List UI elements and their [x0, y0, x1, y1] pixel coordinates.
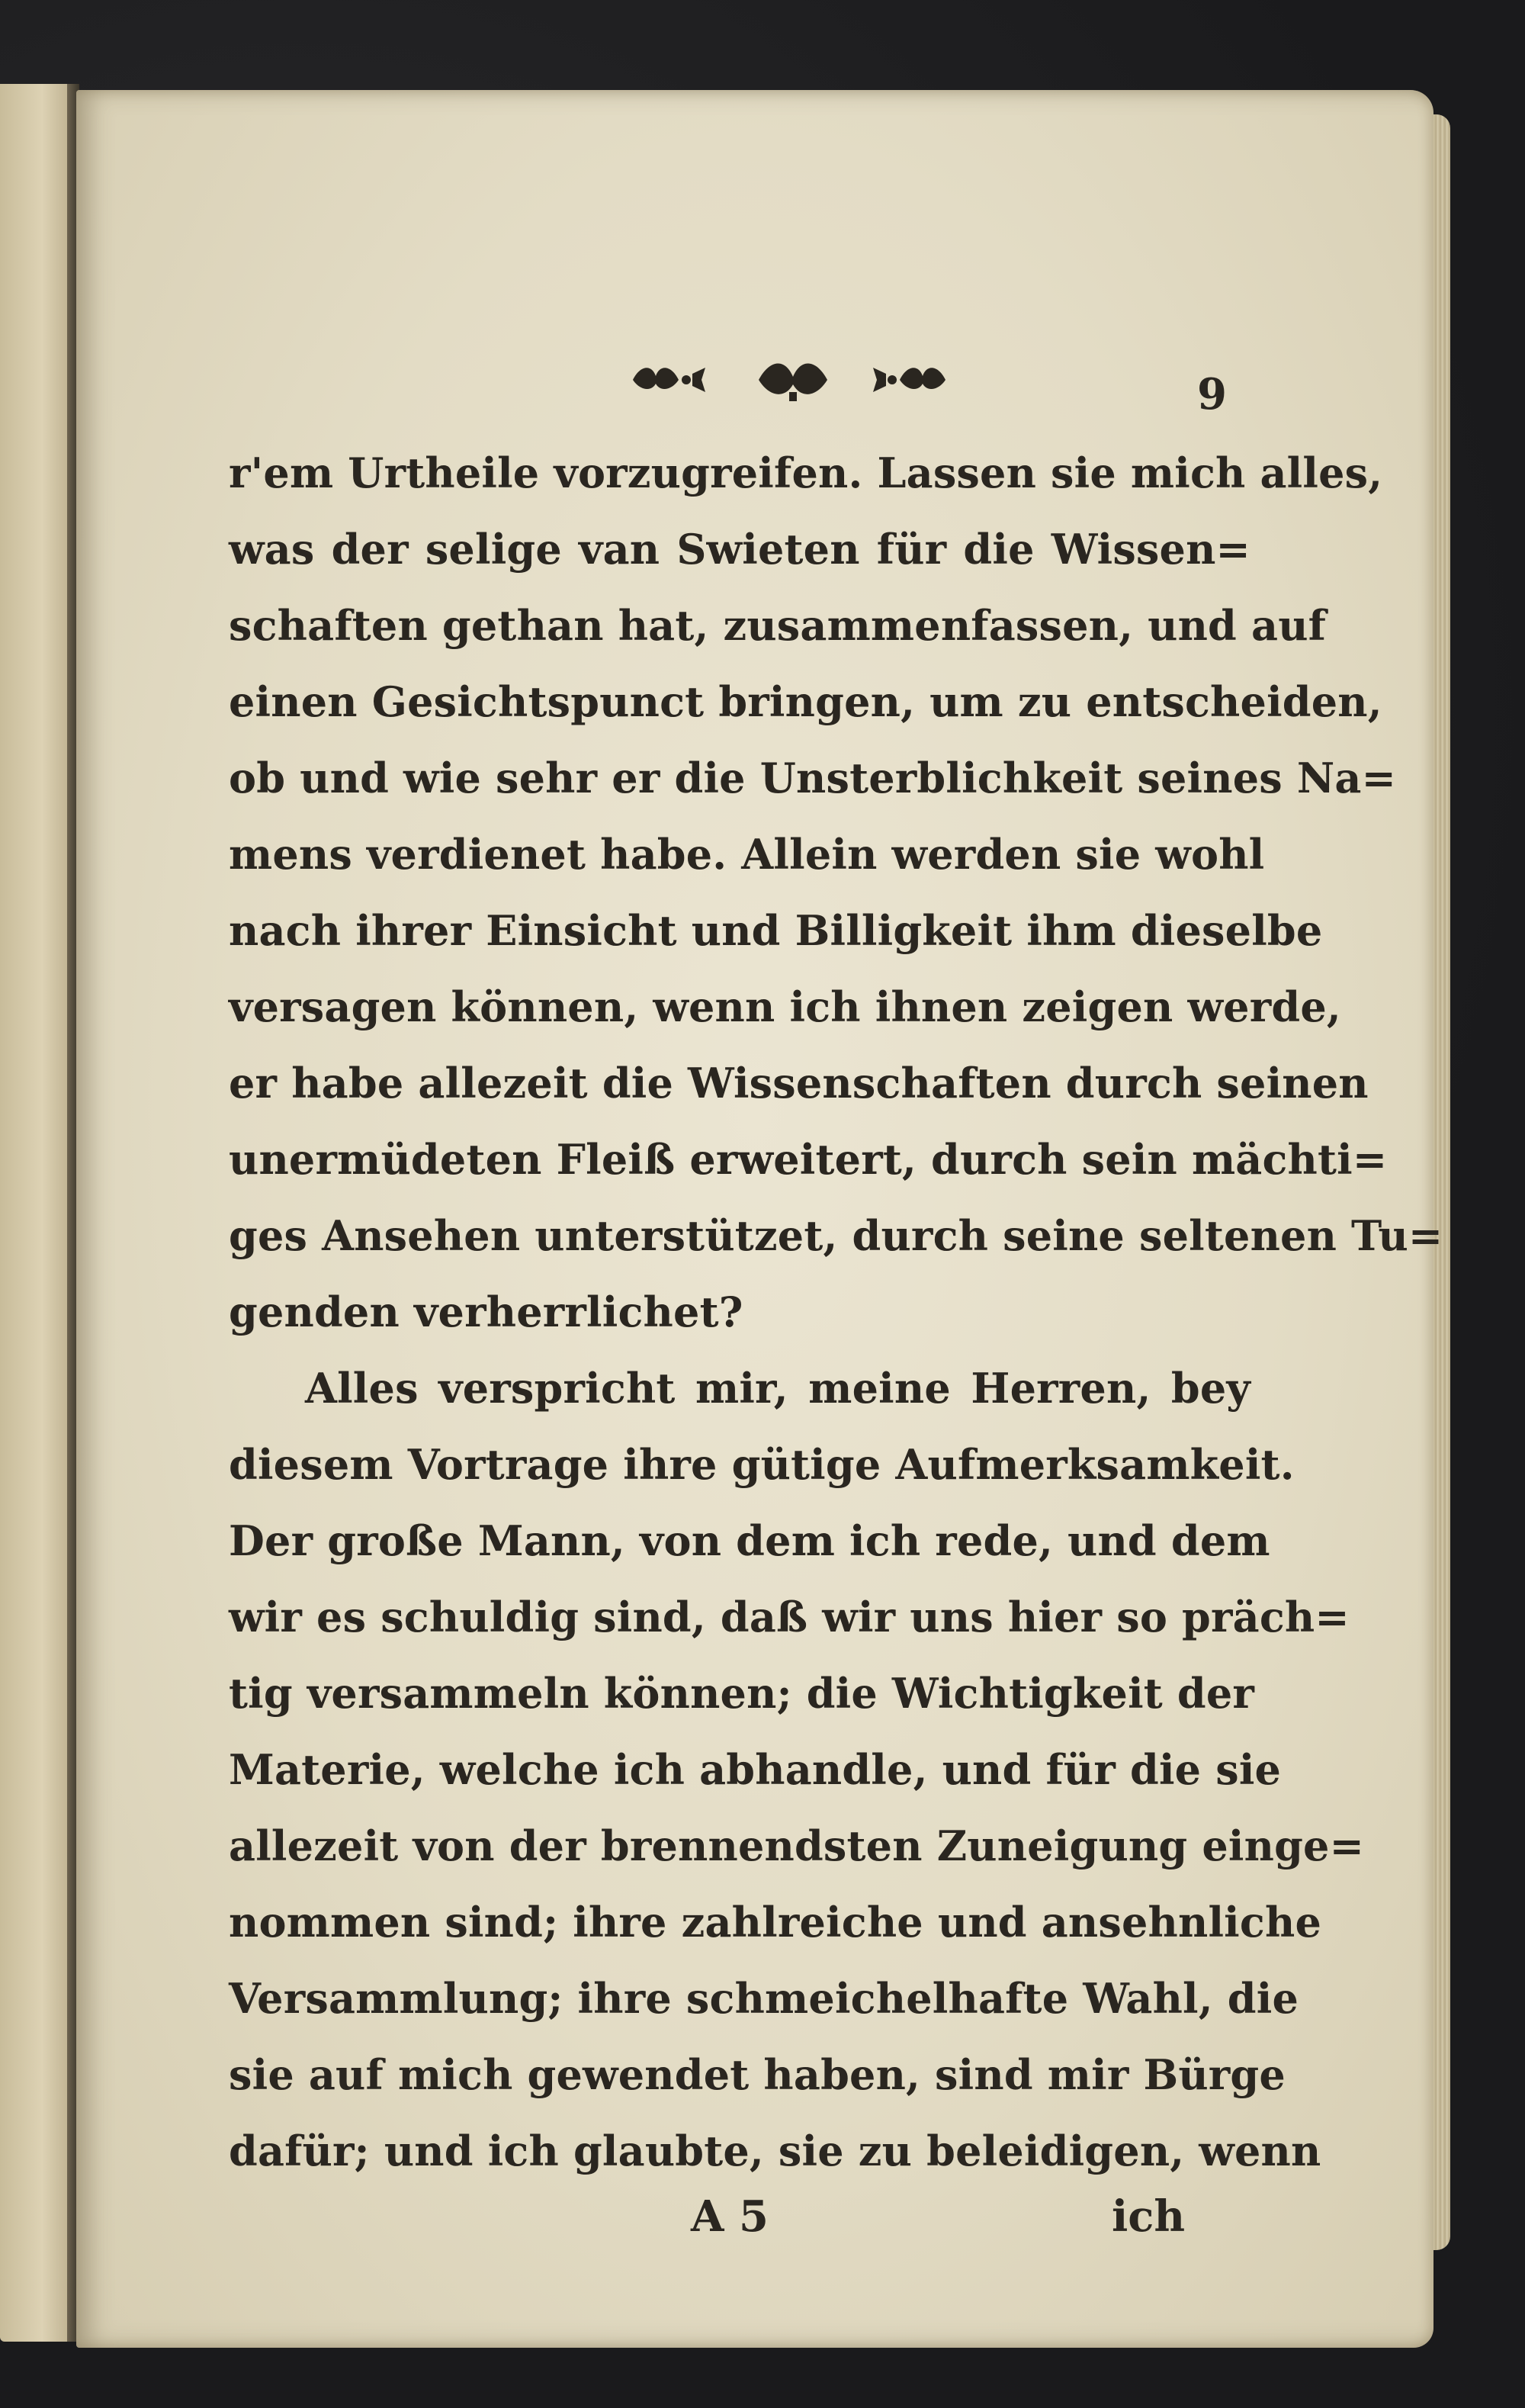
text-line: tig versammeln können; die Wichtigkeit der: [229, 1669, 1255, 1718]
text-line: Versammlung; ihre schmeichelhafte Wahl, die: [229, 1974, 1299, 2023]
text-line: unermüdeten Fleiß erweitert, durch sein mächti=: [229, 1135, 1388, 1184]
text-line: Materie, welche ich abhandle, und für die sie: [229, 1745, 1282, 1794]
text-line: mens verdienet habe. Allein werden sie wohl: [229, 830, 1265, 879]
text-line: dafür; und ich glaubte, sie zu beleidigen, wenn: [229, 2127, 1321, 2175]
page-footer: [76, 2191, 1434, 2252]
text-line: wir es schuldig sind, daß wir uns hier so präch=: [229, 1593, 1350, 1641]
catchword: ich: [1112, 2191, 1186, 2242]
page-number: 9: [1197, 369, 1227, 420]
text-line: nommen sind; ihre zahlreiche und ansehnliche: [229, 1898, 1321, 1947]
fleuron-ornament-icon: [625, 357, 961, 403]
text-line: ob und wie sehr er die Unsterblichkeit seines Na=: [229, 754, 1397, 802]
paragraph-first-line: Alles verspricht mir, meine Herren, bey: [305, 1364, 1250, 1413]
facing-page-edge: [0, 84, 70, 2342]
text-line: nach ihrer Einsicht und Billigkeit ihm dieselbe: [229, 906, 1323, 955]
text-line: r'em Urtheile vorzugreifen. Lassen sie mich alles,: [229, 448, 1383, 497]
text-line: er habe allezeit die Wissenschaften durch seinen: [229, 1059, 1369, 1108]
text-line: diesem Vortrage ihre gütige Aufmerksamkeit.: [229, 1440, 1295, 1489]
text-line: einen Gesichtspunct bringen, um zu entscheiden,: [229, 677, 1382, 726]
text-line: Der große Mann, von dem ich rede, und dem: [229, 1516, 1270, 1565]
text-line: allezeit von der brennendsten Zuneigung einge=: [229, 1821, 1365, 1870]
book-page: [76, 90, 1443, 2348]
text-line: genden verherrlichet?: [229, 1288, 743, 1336]
text-line: versagen können, wenn ich ihnen zeigen werde,: [229, 982, 1341, 1031]
text-line: schaften gethan hat, zusammenfassen, und auf: [229, 601, 1327, 650]
text-line: sie auf mich gewendet haben, sind mir Bürge: [229, 2050, 1286, 2099]
text-line: ges Ansehen unterstützet, durch seine seltenen Tu=: [229, 1211, 1443, 1260]
text-line: was der selige van Swieten für die Wissen=: [229, 525, 1250, 574]
signature-mark: A 5: [691, 2191, 769, 2242]
